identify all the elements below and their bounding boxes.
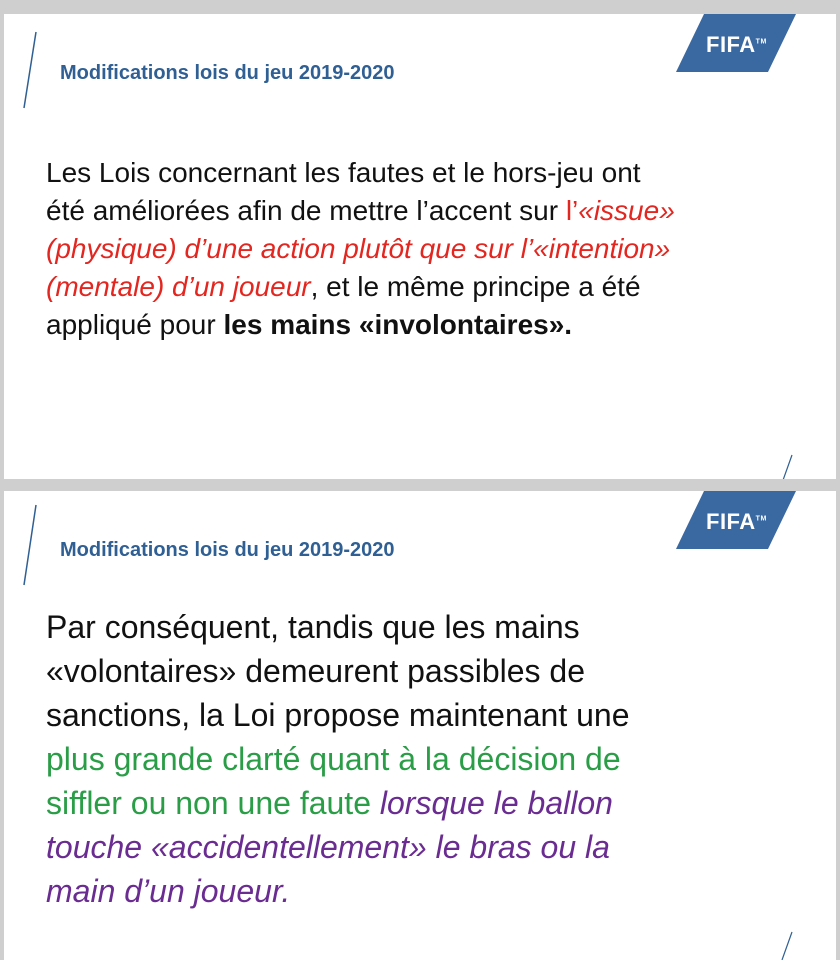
body-text-run: été améliorées afin de mettre l’accent sur [46,195,566,226]
body-text-line [46,306,816,344]
body-text-line [46,693,816,737]
body-text-line [46,869,816,913]
body-text-run: Les Lois concernant les fautes et le hors-jeu ont [46,157,641,188]
slash-decoration-icon [22,503,38,587]
slide-1 [4,14,836,479]
slash-decoration-icon [780,931,794,960]
body-text-run: «volontaires» demeurent passibles de [46,653,585,689]
slide-title: Modifications lois du jeu 2019-2020 [60,62,395,84]
body-text-line [46,649,816,693]
body-text-run: les mains «involontaires». [223,309,573,340]
body-text-run: plus grande clarté quant à la décision de [46,741,621,777]
body-text-run: Par conséquent, tandis que les mains [46,609,580,645]
fifa-logo-text: FIFA™ [706,509,767,534]
body-text-run: touche «accidentellement» le bras ou la [46,829,610,865]
slide-title: Modifications lois du jeu 2019-2020 [60,539,395,561]
body-text-line [46,268,816,306]
body-text-run: main d’un joueur. [46,873,291,909]
slash-decoration-icon [22,30,38,110]
body-text-line [46,825,816,869]
body-text-run: (physique) d’une action plutôt que sur l’«intention» [46,233,671,264]
body-text-run: «issue» [578,195,675,226]
body-text-line [46,605,816,649]
body-text-run: , et le même principe a été [310,271,641,302]
body-text-line [46,737,816,781]
fifa-logo-text: FIFA™ [706,32,767,57]
body-text-run: (mentale) d’un joueur [46,271,311,302]
slide-body-text [46,605,816,913]
slide-body-text [46,154,816,344]
body-text-line [46,230,816,268]
body-text-line [46,154,816,192]
slide-2 [4,491,836,960]
body-text-line [46,192,816,230]
body-text-line [46,781,816,825]
body-text-run: l’ [565,195,579,226]
body-text-run: siffler ou non une faute [46,785,380,821]
slash-decoration-icon [780,454,794,479]
body-text-run: sanctions, la Loi propose maintenant une [46,697,630,733]
body-text-run: lorsque le ballon [379,785,613,821]
body-text-run: appliqué pour [46,309,224,340]
